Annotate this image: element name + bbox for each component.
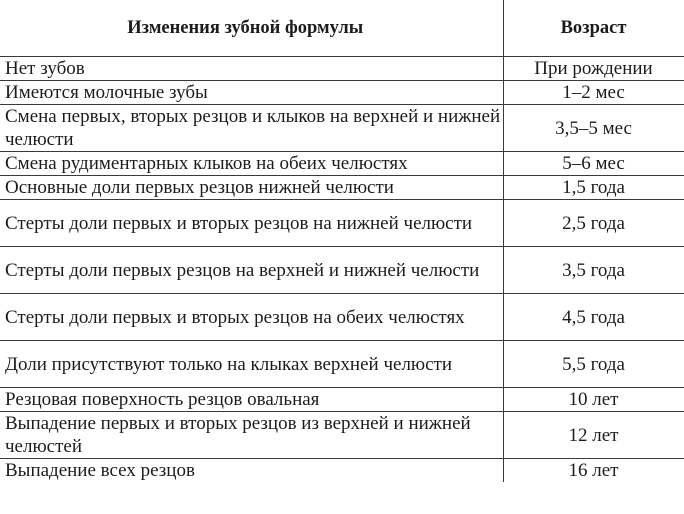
table-row <box>0 459 684 483</box>
age-cell: 10 лет <box>503 388 684 412</box>
table-row <box>0 200 684 247</box>
table-row <box>0 105 684 152</box>
age-cell: 1,5 года <box>503 176 684 200</box>
table-row <box>0 388 684 412</box>
table-row <box>0 412 684 459</box>
age-cell: 12 лет <box>503 412 684 459</box>
change-cell: Стерты доли первых резцов на верхней и нижней челюсти <box>0 247 503 294</box>
table-row <box>0 152 684 176</box>
header-changes: Изменения зубной формулы <box>0 0 503 57</box>
table-row <box>0 57 684 81</box>
change-cell: Выпадение первых и вторых резцов из верхней и нижней челюстей <box>0 412 503 459</box>
change-cell: Нет зубов <box>0 57 503 81</box>
age-cell: 4,5 года <box>503 294 684 341</box>
table-row <box>0 176 684 200</box>
table-row <box>0 81 684 105</box>
age-cell: 16 лет <box>503 459 684 483</box>
table-row <box>0 247 684 294</box>
change-cell: Смена первых, вторых резцов и клыков на верхней и нижней челюсти <box>0 105 503 152</box>
age-cell: 3,5–5 мес <box>503 105 684 152</box>
change-cell: Стерты доли первых и вторых резцов на нижней челюсти <box>0 200 503 247</box>
change-cell: Доли присутствуют только на клыках верхней челюсти <box>0 341 503 388</box>
change-cell: Резцовая поверхность резцов овальная <box>0 388 503 412</box>
change-cell: Выпадение всех резцов <box>0 459 503 483</box>
change-cell: Основные доли первых резцов нижней челюсти <box>0 176 503 200</box>
table-header-row <box>0 0 684 57</box>
table-row <box>0 294 684 341</box>
table-row <box>0 341 684 388</box>
age-cell: 3,5 года <box>503 247 684 294</box>
age-cell: При рождении <box>503 57 684 81</box>
age-cell: 5–6 мес <box>503 152 684 176</box>
change-cell: Смена рудиментарных клыков на обеих челюстях <box>0 152 503 176</box>
age-cell: 1–2 мес <box>503 81 684 105</box>
age-cell: 5,5 года <box>503 341 684 388</box>
change-cell: Стерты доли первых и вторых резцов на обеих челюстях <box>0 294 503 341</box>
change-cell: Имеются молочные зубы <box>0 81 503 105</box>
header-age: Возраст <box>503 0 684 57</box>
age-cell: 2,5 года <box>503 200 684 247</box>
